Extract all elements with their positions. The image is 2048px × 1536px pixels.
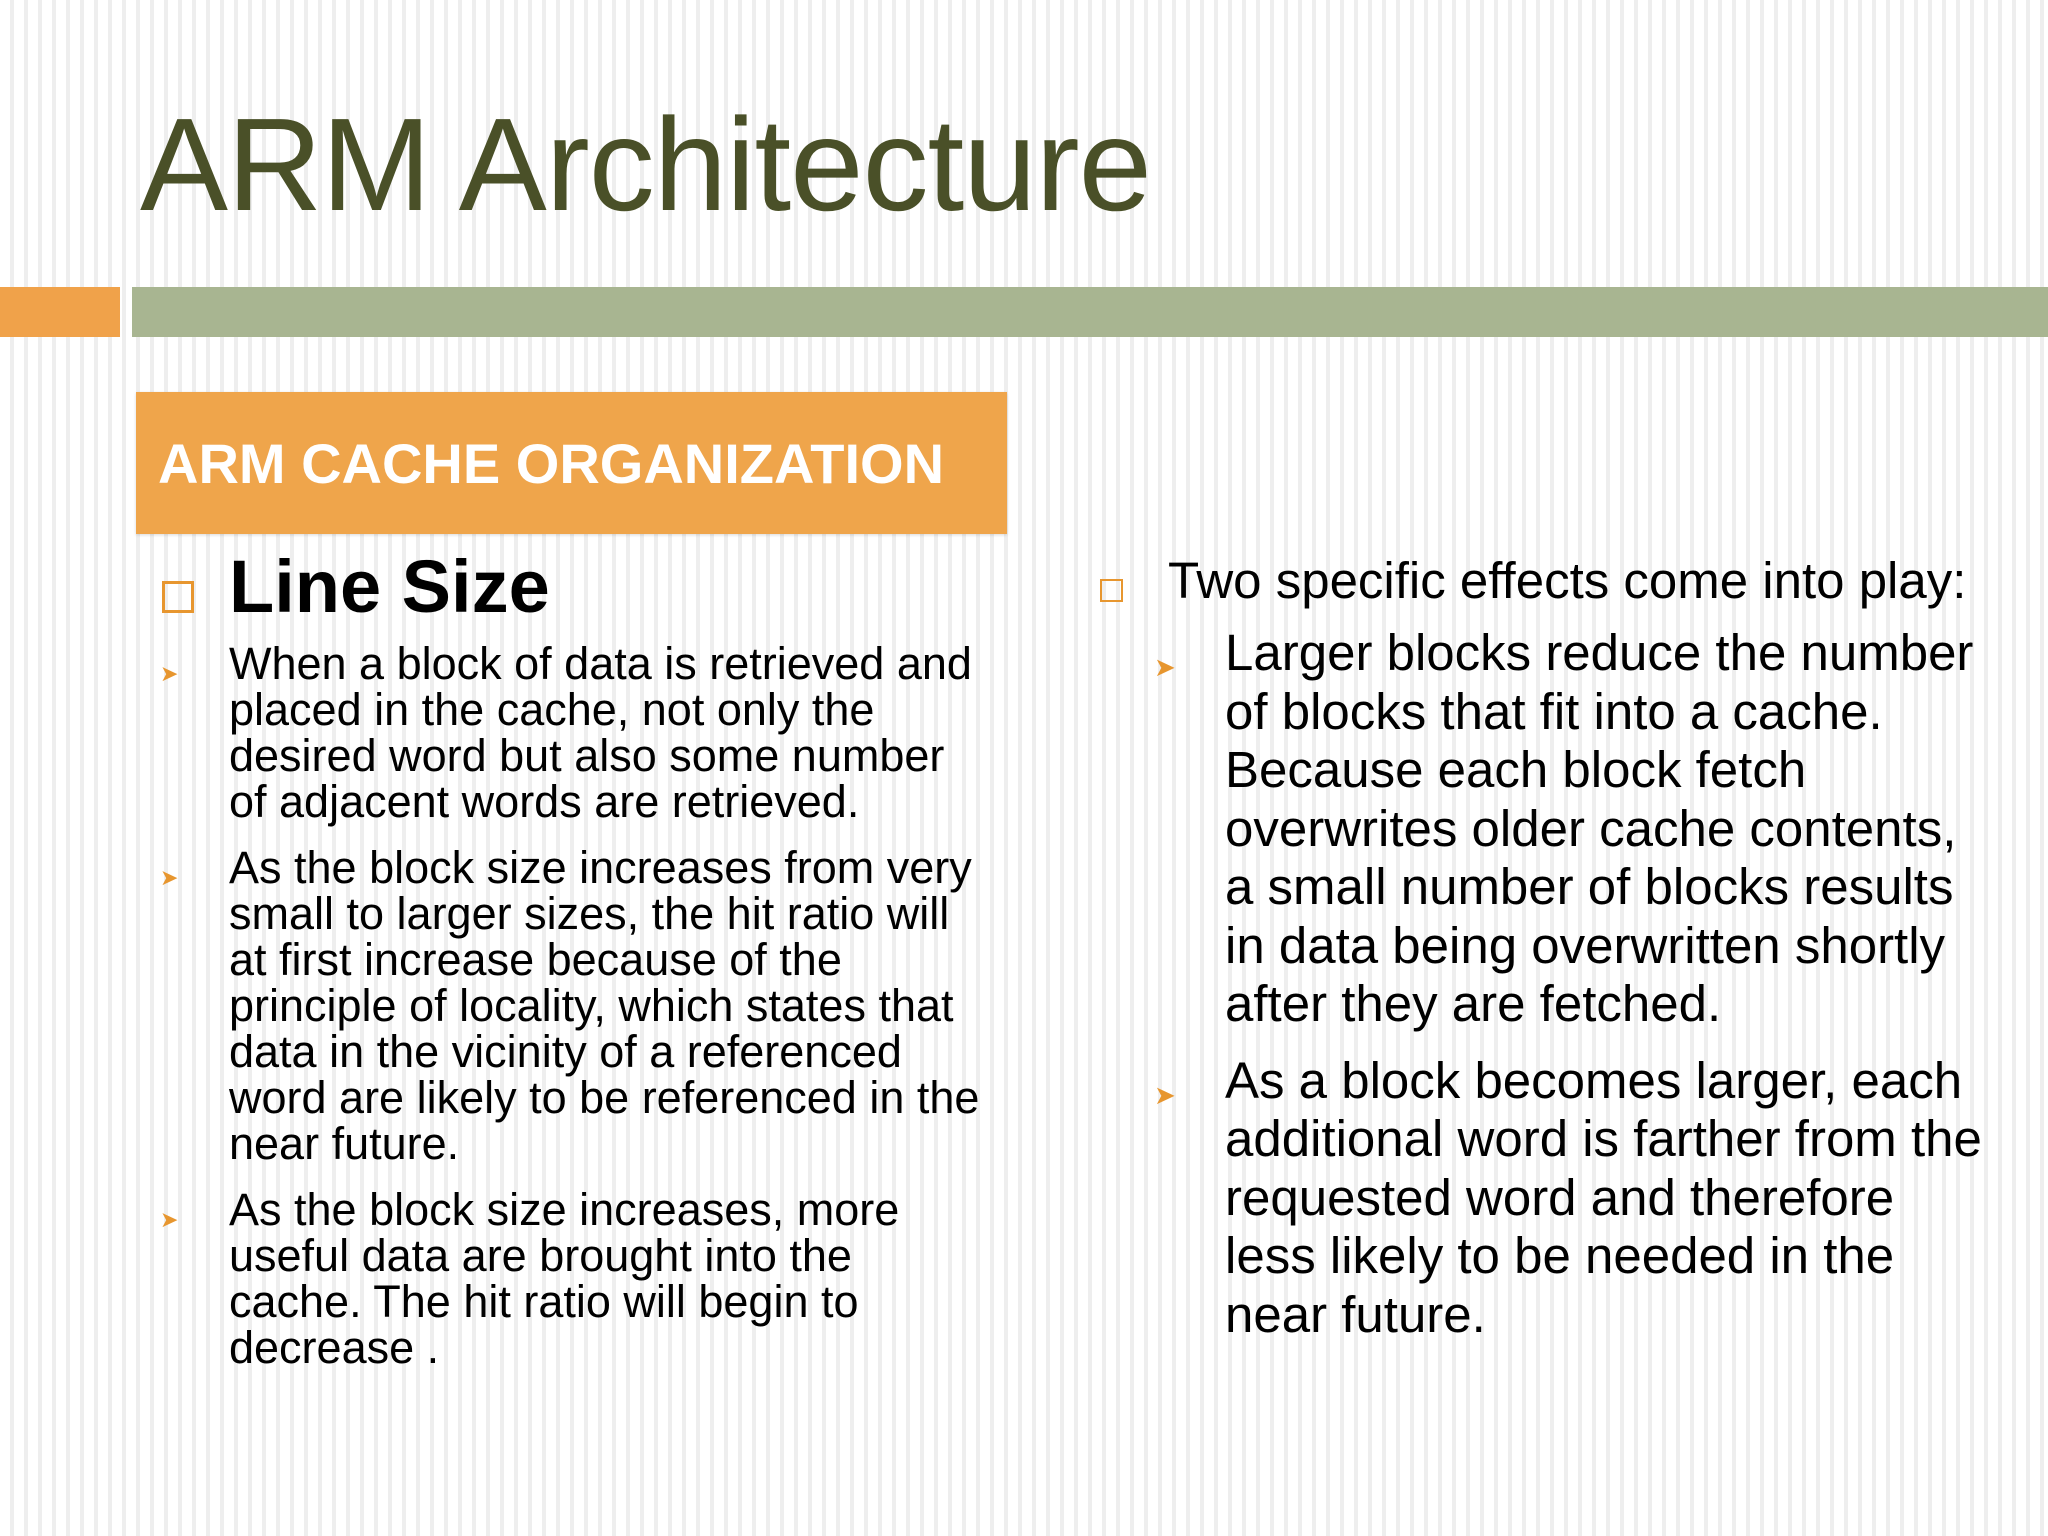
accent-bar-orange xyxy=(0,287,120,337)
line-size-heading xyxy=(160,545,980,629)
list-item-text: As a block becomes larger, each additional word is farther from the requested word and therefore less likely to be needed in the near future. xyxy=(1225,1051,1982,1343)
list-item-text: When a block of data is retrieved and placed in the cache, not only the desired word but also some number of adjacent words are retrieved. xyxy=(229,638,972,827)
list-item xyxy=(160,1184,980,1373)
accent-bar-green xyxy=(132,287,2048,337)
list-item-text: As the block size increases from very small to larger sizes, the hit ratio will at first increase because of the principle of locality, which states that data in the vicinity of a referenced word are likely to be referenced in the near future. xyxy=(229,842,980,1169)
list-item xyxy=(160,842,980,1169)
list-item-text: As the block size increases, more useful data are brought into the cache. The hit ratio will begin to decrease . xyxy=(229,1184,900,1373)
section-header xyxy=(136,392,1007,534)
list-item-text: Larger blocks reduce the number of blocks that fit into a cache. Because each block fetch overwrites older cache contents, a small number of blocks results in data being overwritten shortly after they are fetched. xyxy=(1225,624,1974,1032)
slide-title: ARM Architecture xyxy=(140,91,1151,238)
left-bullet-list xyxy=(160,638,980,1373)
left-heading-text: Line Size xyxy=(229,545,550,628)
section-header-label: ARM CACHE ORGANIZATION xyxy=(158,431,945,495)
right-bullet-list xyxy=(1095,624,1995,1344)
list-item xyxy=(160,638,980,827)
arrow-bullet-icon: ➤ xyxy=(1154,652,1176,682)
arrow-bullet-icon: ➤ xyxy=(160,661,179,686)
arrow-bullet-icon: ➤ xyxy=(1154,1079,1176,1110)
square-bullet-icon xyxy=(162,581,194,613)
list-item xyxy=(1154,1052,1995,1345)
left-column xyxy=(160,545,980,1391)
effects-heading xyxy=(1095,552,1995,610)
square-bullet-icon xyxy=(1100,579,1123,602)
list-item xyxy=(1154,624,1995,1034)
arrow-bullet-icon: ➤ xyxy=(160,1207,179,1232)
arrow-bullet-icon: ➤ xyxy=(160,865,179,890)
right-heading-text: Two specific effects come into play: xyxy=(1168,552,1967,609)
right-column xyxy=(1095,552,1995,1362)
